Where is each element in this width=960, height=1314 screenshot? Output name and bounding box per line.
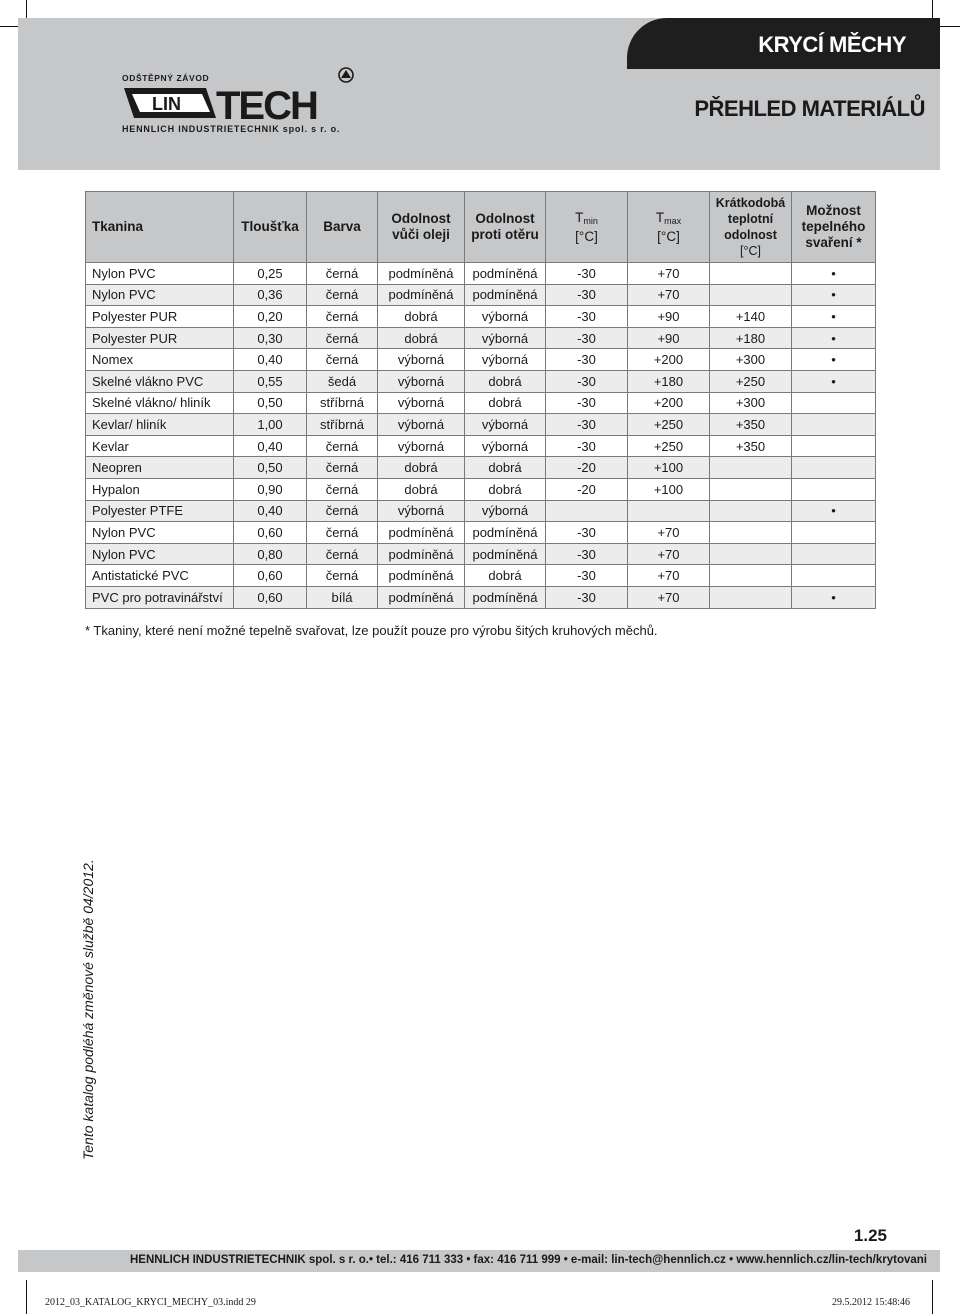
- cell-fabric: Neopren: [86, 457, 234, 479]
- cell-fabric: Skelné vlákno PVC: [86, 370, 234, 392]
- cell-tmax: +200: [628, 349, 710, 371]
- cell-tmax: +70: [628, 284, 710, 306]
- cell-tmax: +70: [628, 263, 710, 285]
- cell-tmax: +70: [628, 586, 710, 608]
- cell-weldable: [792, 543, 876, 565]
- logo-brand-left: LIN: [152, 94, 181, 114]
- cell-short-term: +140: [710, 306, 792, 328]
- col-header-thickness: Tloušťka: [234, 192, 307, 263]
- cell-tmax: +200: [628, 392, 710, 414]
- cell-tmin: -30: [546, 522, 628, 544]
- table-row: [86, 392, 876, 414]
- cell-color: černá: [307, 500, 378, 522]
- cell-tmin: -20: [546, 457, 628, 479]
- cell-short-term: [710, 263, 792, 285]
- page-number: 1.25: [853, 1226, 887, 1245]
- cell-oil-resistance: dobrá: [378, 478, 465, 500]
- cell-short-term: +350: [710, 414, 792, 436]
- cell-weldable: •: [792, 284, 876, 306]
- cell-tmin: -30: [546, 543, 628, 565]
- cell-short-term: [710, 457, 792, 479]
- cell-color: černá: [307, 284, 378, 306]
- cell-thickness: 0,25: [234, 263, 307, 285]
- cell-abrasion-resistance: výborná: [465, 349, 546, 371]
- cell-fabric: Polyester PUR: [86, 327, 234, 349]
- crop-mark: [26, 1280, 27, 1314]
- cell-abrasion-resistance: podmíněná: [465, 263, 546, 285]
- cell-color: bílá: [307, 586, 378, 608]
- cell-abrasion-resistance: dobrá: [465, 392, 546, 414]
- lin-tech-logo: [118, 66, 368, 140]
- cell-thickness: 0,60: [234, 586, 307, 608]
- cell-short-term: [710, 284, 792, 306]
- cell-weldable: •: [792, 349, 876, 371]
- cell-fabric: Skelné vlákno/ hliník: [86, 392, 234, 414]
- cell-tmin: -30: [546, 263, 628, 285]
- col-header-tmax: $T_{max}$ [°C]: [628, 192, 710, 263]
- logo-top-text: ODŠTĚPNÝ ZÁVOD: [122, 73, 210, 83]
- col-header-oil: Odolnost vůči oleji: [378, 192, 465, 263]
- cell-fabric: Polyester PUR: [86, 306, 234, 328]
- cell-thickness: 0,40: [234, 500, 307, 522]
- table-header-row: [86, 192, 876, 263]
- cell-oil-resistance: výborná: [378, 349, 465, 371]
- cell-tmax: +250: [628, 414, 710, 436]
- cell-oil-resistance: výborná: [378, 500, 465, 522]
- cell-tmax: +70: [628, 543, 710, 565]
- cell-thickness: 0,80: [234, 543, 307, 565]
- cell-weldable: •: [792, 327, 876, 349]
- table-row: [86, 500, 876, 522]
- cell-fabric: Nylon PVC: [86, 284, 234, 306]
- cell-fabric: Antistatické PVC: [86, 565, 234, 587]
- cell-oil-resistance: podmíněná: [378, 284, 465, 306]
- cell-oil-resistance: dobrá: [378, 306, 465, 328]
- cell-abrasion-resistance: podmíněná: [465, 284, 546, 306]
- table-row: [86, 543, 876, 565]
- cell-short-term: [710, 543, 792, 565]
- table-row: [86, 586, 876, 608]
- cell-short-term: +350: [710, 435, 792, 457]
- cell-oil-resistance: podmíněná: [378, 565, 465, 587]
- cell-tmin: -30: [546, 349, 628, 371]
- cell-short-term: [710, 586, 792, 608]
- cell-fabric: PVC pro potravinářství: [86, 586, 234, 608]
- crop-mark: [940, 26, 960, 27]
- cell-abrasion-resistance: dobrá: [465, 478, 546, 500]
- cell-color: černá: [307, 543, 378, 565]
- cell-abrasion-resistance: dobrá: [465, 370, 546, 392]
- cell-weldable: [792, 392, 876, 414]
- page-subtitle: PŘEHLED MATERIÁLŮ: [694, 96, 925, 121]
- cell-tmax: +100: [628, 478, 710, 500]
- cell-thickness: 1,00: [234, 414, 307, 436]
- cell-oil-resistance: výborná: [378, 370, 465, 392]
- cell-color: stříbrná: [307, 392, 378, 414]
- table-row: [86, 370, 876, 392]
- footer-bar: [18, 1250, 940, 1272]
- cell-tmin: -30: [546, 435, 628, 457]
- cell-oil-resistance: podmíněná: [378, 263, 465, 285]
- cell-tmin: -30: [546, 306, 628, 328]
- cell-weldable: •: [792, 586, 876, 608]
- col-header-abrasion: Odolnost proti otěru: [465, 192, 546, 263]
- cell-oil-resistance: výborná: [378, 392, 465, 414]
- col-header-color: Barva: [307, 192, 378, 263]
- cell-weldable: [792, 435, 876, 457]
- cell-tmax: +180: [628, 370, 710, 392]
- cell-thickness: 0,60: [234, 565, 307, 587]
- cell-thickness: 0,30: [234, 327, 307, 349]
- cell-abrasion-resistance: výborná: [465, 327, 546, 349]
- cell-fabric: Kevlar/ hliník: [86, 414, 234, 436]
- cell-weldable: •: [792, 263, 876, 285]
- cell-abrasion-resistance: podmíněná: [465, 543, 546, 565]
- page-title: KRYCÍ MĚCHY: [758, 32, 906, 57]
- cell-fabric: Polyester PTFE: [86, 500, 234, 522]
- cell-fabric: Nomex: [86, 349, 234, 371]
- cell-abrasion-resistance: výborná: [465, 435, 546, 457]
- logo-brand-right: TECH: [216, 84, 317, 128]
- cell-color: černá: [307, 457, 378, 479]
- cell-tmax: +70: [628, 522, 710, 544]
- cell-thickness: 0,40: [234, 349, 307, 371]
- col-header-weldable: Možnost tepelného svaření *: [792, 192, 876, 263]
- crop-mark: [932, 1280, 933, 1314]
- materials-table: [85, 191, 876, 609]
- cell-thickness: 0,90: [234, 478, 307, 500]
- slug-date: 29.5.2012 15:48:46: [831, 1297, 910, 1308]
- cell-color: černá: [307, 435, 378, 457]
- table-row: [86, 263, 876, 285]
- cell-color: černá: [307, 306, 378, 328]
- cell-tmin: -30: [546, 392, 628, 414]
- cell-thickness: 0,40: [234, 435, 307, 457]
- col-header-tmin: $T_{min}$ [°C]: [546, 192, 628, 263]
- cell-abrasion-resistance: výborná: [465, 306, 546, 328]
- cell-color: černá: [307, 263, 378, 285]
- cell-tmin: -30: [546, 370, 628, 392]
- logo-bottom-text: HENNLICH INDUSTRIETECHNIK spol. s r. o.: [122, 124, 341, 134]
- cell-tmin: -30: [546, 586, 628, 608]
- cell-color: černá: [307, 522, 378, 544]
- cell-tmax: +90: [628, 327, 710, 349]
- cell-tmin: -20: [546, 478, 628, 500]
- cell-fabric: Kevlar: [86, 435, 234, 457]
- side-note: Tento katalog podléhá změnové službě 04/2012.: [80, 859, 96, 1160]
- cell-abrasion-resistance: dobrá: [465, 565, 546, 587]
- cell-tmax: +90: [628, 306, 710, 328]
- footer-contact: HENNLICH INDUSTRIETECHNIK spol. s r. o.• tel.: 416 711 333 • fax: 416 711 999 • e-mail: lin-tech@hennlich.cz • www.hennlich.cz/lin-tech/krytovani: [130, 1254, 927, 1266]
- cell-oil-resistance: podmíněná: [378, 522, 465, 544]
- cell-tmin: -30: [546, 327, 628, 349]
- cell-thickness: 0,60: [234, 522, 307, 544]
- cell-tmin: -30: [546, 284, 628, 306]
- cell-weldable: [792, 414, 876, 436]
- cell-abrasion-resistance: podmíněná: [465, 586, 546, 608]
- crop-mark: [0, 26, 18, 27]
- cell-weldable: [792, 457, 876, 479]
- cell-thickness: 0,20: [234, 306, 307, 328]
- col-header-short-term: Krátkodobá teplotní odolnost [°C]: [710, 192, 792, 263]
- cell-fabric: Nylon PVC: [86, 543, 234, 565]
- table-row: [86, 284, 876, 306]
- cell-thickness: 0,50: [234, 392, 307, 414]
- table-row: [86, 478, 876, 500]
- col-header-fabric: Tkanina: [86, 192, 234, 263]
- cell-color: stříbrná: [307, 414, 378, 436]
- footnote: * Tkaniny, které není možné tepelně svařovat, lze použít pouze pro výrobu šitých kruhových měchů.: [85, 623, 658, 638]
- table-row: [86, 565, 876, 587]
- cell-short-term: +300: [710, 392, 792, 414]
- cell-oil-resistance: výborná: [378, 435, 465, 457]
- cell-oil-resistance: podmíněná: [378, 543, 465, 565]
- cell-short-term: +250: [710, 370, 792, 392]
- cell-oil-resistance: podmíněná: [378, 586, 465, 608]
- cell-thickness: 0,50: [234, 457, 307, 479]
- title-tab: [627, 18, 940, 69]
- slug-file: 2012_03_KATALOG_KRYCI_MECHY_03.indd 29: [45, 1297, 256, 1308]
- crop-mark: [26, 0, 27, 18]
- cell-abrasion-resistance: podmíněná: [465, 522, 546, 544]
- table-row: [86, 522, 876, 544]
- cell-oil-resistance: výborná: [378, 414, 465, 436]
- table-row: [86, 306, 876, 328]
- cell-color: šedá: [307, 370, 378, 392]
- cell-fabric: Nylon PVC: [86, 522, 234, 544]
- crop-mark: [932, 0, 933, 18]
- table-row: [86, 414, 876, 436]
- cell-tmax: +250: [628, 435, 710, 457]
- cell-weldable: [792, 522, 876, 544]
- cell-weldable: •: [792, 500, 876, 522]
- cell-short-term: [710, 500, 792, 522]
- cell-color: černá: [307, 349, 378, 371]
- cell-color: černá: [307, 565, 378, 587]
- cell-tmin: [546, 500, 628, 522]
- cell-oil-resistance: dobrá: [378, 327, 465, 349]
- table-row: [86, 435, 876, 457]
- cell-tmax: +100: [628, 457, 710, 479]
- cell-oil-resistance: dobrá: [378, 457, 465, 479]
- cell-weldable: •: [792, 370, 876, 392]
- cell-weldable: [792, 565, 876, 587]
- cell-short-term: [710, 522, 792, 544]
- table-row: [86, 349, 876, 371]
- cell-weldable: [792, 478, 876, 500]
- cell-color: černá: [307, 478, 378, 500]
- cell-tmax: [628, 500, 710, 522]
- cell-weldable: •: [792, 306, 876, 328]
- cell-fabric: Nylon PVC: [86, 263, 234, 285]
- cell-abrasion-resistance: výborná: [465, 414, 546, 436]
- cell-thickness: 0,36: [234, 284, 307, 306]
- cell-fabric: Hypalon: [86, 478, 234, 500]
- cell-tmin: -30: [546, 565, 628, 587]
- table-row: [86, 457, 876, 479]
- cell-abrasion-resistance: dobrá: [465, 457, 546, 479]
- cell-short-term: [710, 478, 792, 500]
- cell-color: černá: [307, 327, 378, 349]
- cell-tmin: -30: [546, 414, 628, 436]
- cell-short-term: +300: [710, 349, 792, 371]
- cell-abrasion-resistance: výborná: [465, 500, 546, 522]
- cell-short-term: [710, 565, 792, 587]
- cell-tmax: +70: [628, 565, 710, 587]
- cell-thickness: 0,55: [234, 370, 307, 392]
- table-row: [86, 327, 876, 349]
- cell-short-term: +180: [710, 327, 792, 349]
